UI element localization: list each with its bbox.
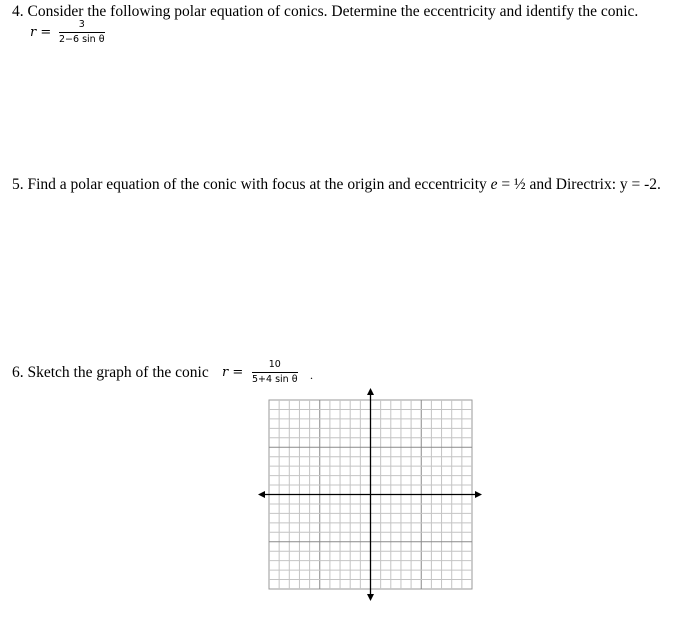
y-axis-up-arrow-icon [367,388,374,395]
question-4-text: 4. Consider the following polar equation of conics. Determine the eccentricity and identify the conic. [12,3,639,20]
question-4-denominator: 2−6 sin θ [59,33,105,45]
question-6-equation-lhs: r = [222,365,244,380]
question-6-text: 6. Sketch the graph of the conic [12,364,209,381]
question-5-text-after: = ½ and Directrix: y = -2. [497,176,661,193]
eccentricity-variable: e [490,176,498,193]
question-4-equation-lhs: r = [30,25,52,40]
question-6-denominator: 5+4 sin θ [252,373,298,385]
question-6-numerator: 10 [268,359,281,370]
x-axis-left-arrow-icon [258,491,265,498]
y-axis-down-arrow-icon [367,594,374,601]
x-axis-right-arrow-icon [475,491,482,498]
question-5-text-before: 5. Find a polar equation of the conic with focus at the origin and eccentricity [12,176,491,193]
question-6-period: . [310,368,313,382]
question-4-numerator: 3 [78,19,85,30]
